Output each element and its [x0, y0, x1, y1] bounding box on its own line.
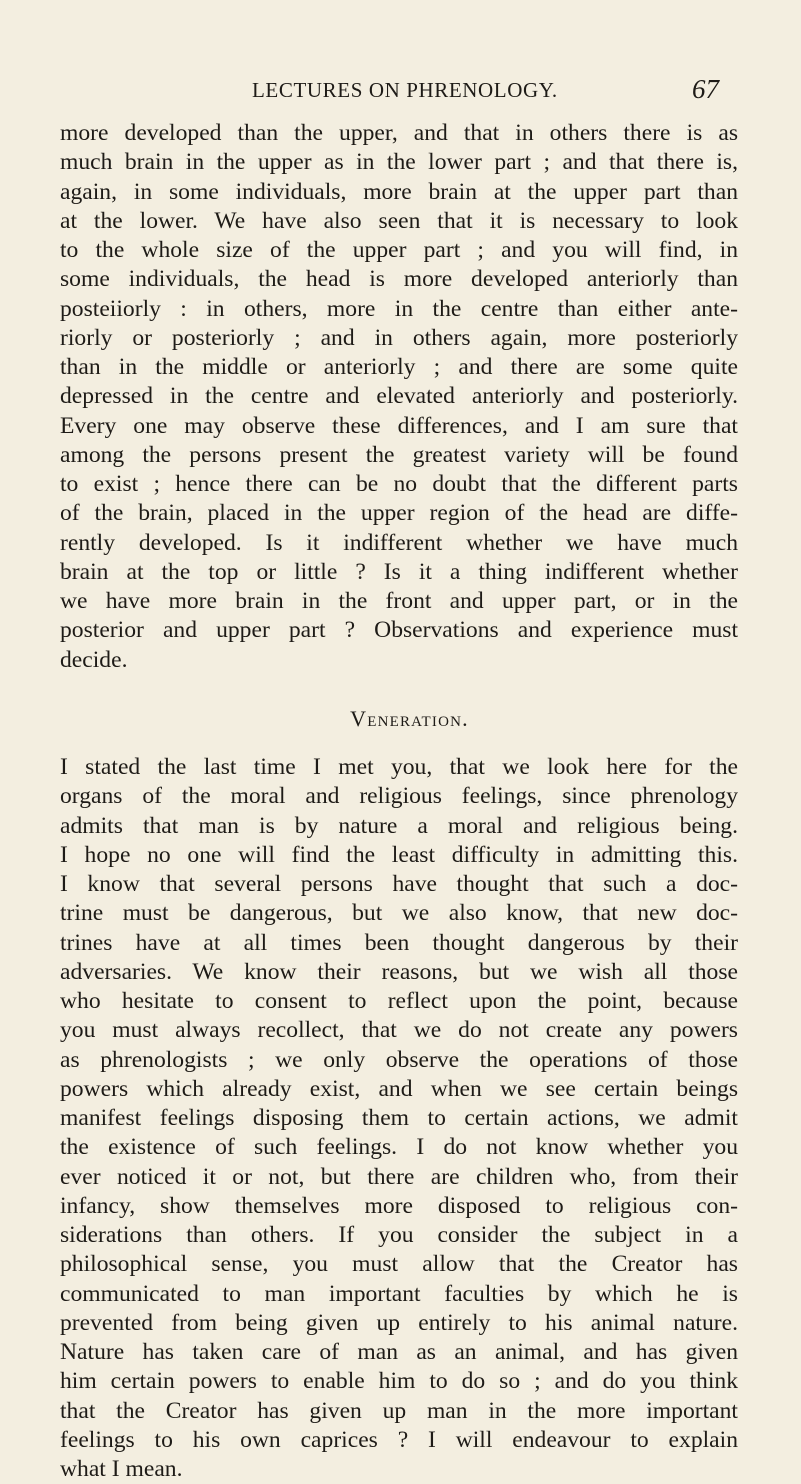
- text-line: riorly or posteriorly ; and in others again, more posteriorly: [60, 324, 738, 351]
- text-line: organs of the moral and religious feelings, since phrenology: [60, 783, 738, 810]
- text-line: philosophical sense, you must allow that the Creator has: [60, 1251, 738, 1278]
- text-line: trines have at all times been thought dangerous by their: [60, 929, 738, 956]
- text-line: the existence of such feelings. I do not know whether you: [60, 1134, 738, 1161]
- text-line: to exist ; hence there can be no doubt that the different parts: [60, 471, 738, 497]
- text-line: Every one may observe these differences, and I am sure that: [60, 412, 738, 439]
- paragraph-2: [60, 753, 738, 1484]
- text-line: siderations than others. If you consider the subject in a: [60, 1222, 738, 1248]
- text-line: I hope no one will find the least difficulty in admitting this.: [60, 841, 738, 868]
- page-number: 67: [692, 74, 719, 104]
- text-line: than in the middle or anteriorly ; and there are some quite: [60, 354, 738, 380]
- text-line: him certain powers to enable him to do so ; and do you think: [60, 1368, 738, 1395]
- text-line: that the Creator has given up man in the more important: [60, 1397, 738, 1424]
- text-line: I stated the last time I met you, that we look here for the: [60, 754, 738, 780]
- text-line: trine must be dangerous, but we also know, that new doc-: [60, 900, 738, 927]
- text-line: as phrenologists ; we only observe the operations of those: [60, 1046, 738, 1073]
- text-line: I know that several persons have thought that such a doc-: [60, 871, 738, 897]
- text-line: prevented from being given up entirely to his animal nature.: [60, 1309, 738, 1336]
- text-line: at the lower. We have also seen that it is necessary to look: [60, 207, 738, 234]
- text-line: rently developed. Is it indifferent whether we have much: [60, 529, 738, 556]
- text-line: you must always recollect, that we do not create any powers: [60, 1017, 738, 1044]
- text-line: who hesitate to consent to reflect upon the point, because: [60, 988, 738, 1014]
- text-line: posterior and upper part ? Observations and experience must: [60, 617, 738, 644]
- text-line: communicated to man important faculties by which he is: [60, 1280, 738, 1307]
- text-line: depressed in the centre and elevated anteriorly and posteriorly.: [60, 383, 738, 410]
- text-line: among the persons present the greatest variety will be found: [60, 441, 738, 468]
- text-line: Nature has taken care of man as an animal, and has given: [60, 1339, 738, 1365]
- text-line: posteiiorly : in others, more in the centre than either ante-: [60, 295, 738, 322]
- text-line: brain at the top or little ? Is it a thing indifferent whether: [60, 558, 738, 585]
- text-line: more developed than the upper, and that in others there is as: [60, 120, 738, 146]
- text-line: infancy, show themselves more disposed to religious con-: [60, 1192, 738, 1219]
- text-line: decide.: [60, 646, 128, 673]
- text-line: much brain in the upper as in the lower part ; and that there is,: [60, 149, 738, 176]
- text-line: what I mean.: [60, 1456, 183, 1482]
- section-heading: Veneration.: [350, 706, 469, 731]
- running-head: [0, 74, 801, 106]
- text-line: ever noticed it or not, but there are children who, from their: [60, 1163, 738, 1190]
- text-line: powers which already exist, and when we see certain beings: [60, 1075, 738, 1102]
- text-line: manifest feelings disposing them to certain actions, we admit: [60, 1105, 738, 1131]
- text-line: some individuals, the head is more developed anteriorly than: [60, 266, 738, 293]
- text-line: we have more brain in the front and upper part, or in the: [60, 588, 738, 614]
- text-line: admits that man is by nature a moral and religious being.: [60, 812, 738, 839]
- text-line: adversaries. We know their reasons, but we wish all those: [60, 958, 738, 985]
- running-title: LECTURES ON PHRENOLOGY.: [252, 78, 558, 102]
- paragraph-1: [60, 119, 738, 675]
- text-line: to the whole size of the upper part ; and you will find, in: [60, 237, 738, 263]
- text-line: feelings to his own caprices ? I will endeavour to explain: [60, 1426, 738, 1453]
- text-line: of the brain, placed in the upper region of the head are diffe-: [60, 500, 738, 527]
- text-line: again, in some individuals, more brain at the upper part than: [60, 178, 738, 205]
